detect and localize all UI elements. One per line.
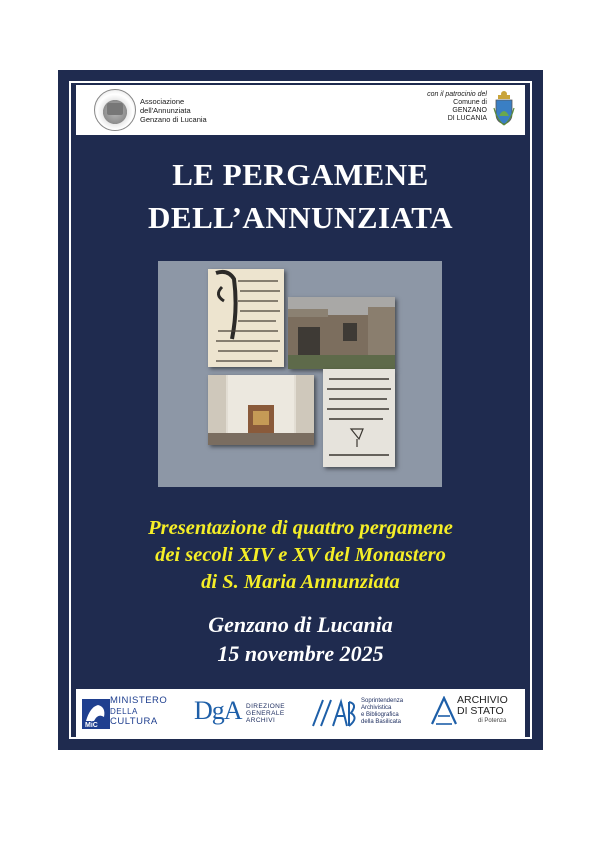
archivio-line-2: DI STATO [457,705,504,717]
association-name [140,97,207,124]
sab-line: Archivistica [361,705,392,711]
sab-line: della Basilicata [361,719,402,725]
association-line: dell'Annunziata [140,106,191,115]
subtitle-line-2: dei secoli XIV e XV del Monastero [155,544,446,566]
association-seal-icon [94,89,136,131]
sab-line: e Bibliografica [361,712,399,718]
dga-line: GENERALE [246,710,285,717]
association-line: Genzano di Lucania [140,115,207,124]
archivio-line-1: ARCHIVIO [457,694,508,706]
event-place: Genzano di Lucania [208,612,393,637]
patronage-line: Comune di [453,99,487,106]
parchment-photo-2 [323,369,395,467]
association-line: Associazione [140,97,185,106]
dga-text [246,703,285,724]
poster [58,70,543,750]
dga-logo: DgA [194,696,242,725]
dga-line: DIREZIONE [246,703,285,710]
sab-line: Soprintendenza [361,698,404,704]
mic-line: MINISTERO [110,695,168,706]
archivio-line-3: di Potenza [478,718,507,724]
archivio-stato-logo-icon [430,696,458,726]
patronage [427,91,487,123]
patronage-lead: con il patrocinio del [427,91,487,98]
mic-line: CULTURA [110,716,158,727]
mic-mark: MiC [85,722,98,729]
subtitle-line-3: di S. Maria Annunziata [201,571,400,593]
patronage-line: DI LUCANIA [447,115,487,122]
parchment-photo-1 [208,269,284,367]
photo-collage [158,261,442,487]
ministero-cultura-logo-icon [82,699,110,729]
soprintendenza-logo-icon [311,698,359,728]
patronage-line: GENZANO [452,107,487,114]
stone-ruins-photo [288,297,395,369]
soprintendenza-text [361,698,403,726]
municipal-crest-icon [493,90,515,126]
church-interior-photo [208,375,314,445]
ministero-cultura-text [110,696,167,728]
mic-line: DELLA [110,706,138,716]
title-line-1: LE PERGAMENE [172,157,429,192]
subtitle-line-1: Presentazione di quattro pergamene [148,517,453,539]
title-line-2: DELL’ANNUNZIATA [148,200,453,235]
dga-line: ARCHIVI [246,717,276,724]
header-band [76,85,525,135]
event-date: 15 novembre 2025 [217,641,384,666]
footer-band [76,689,525,737]
